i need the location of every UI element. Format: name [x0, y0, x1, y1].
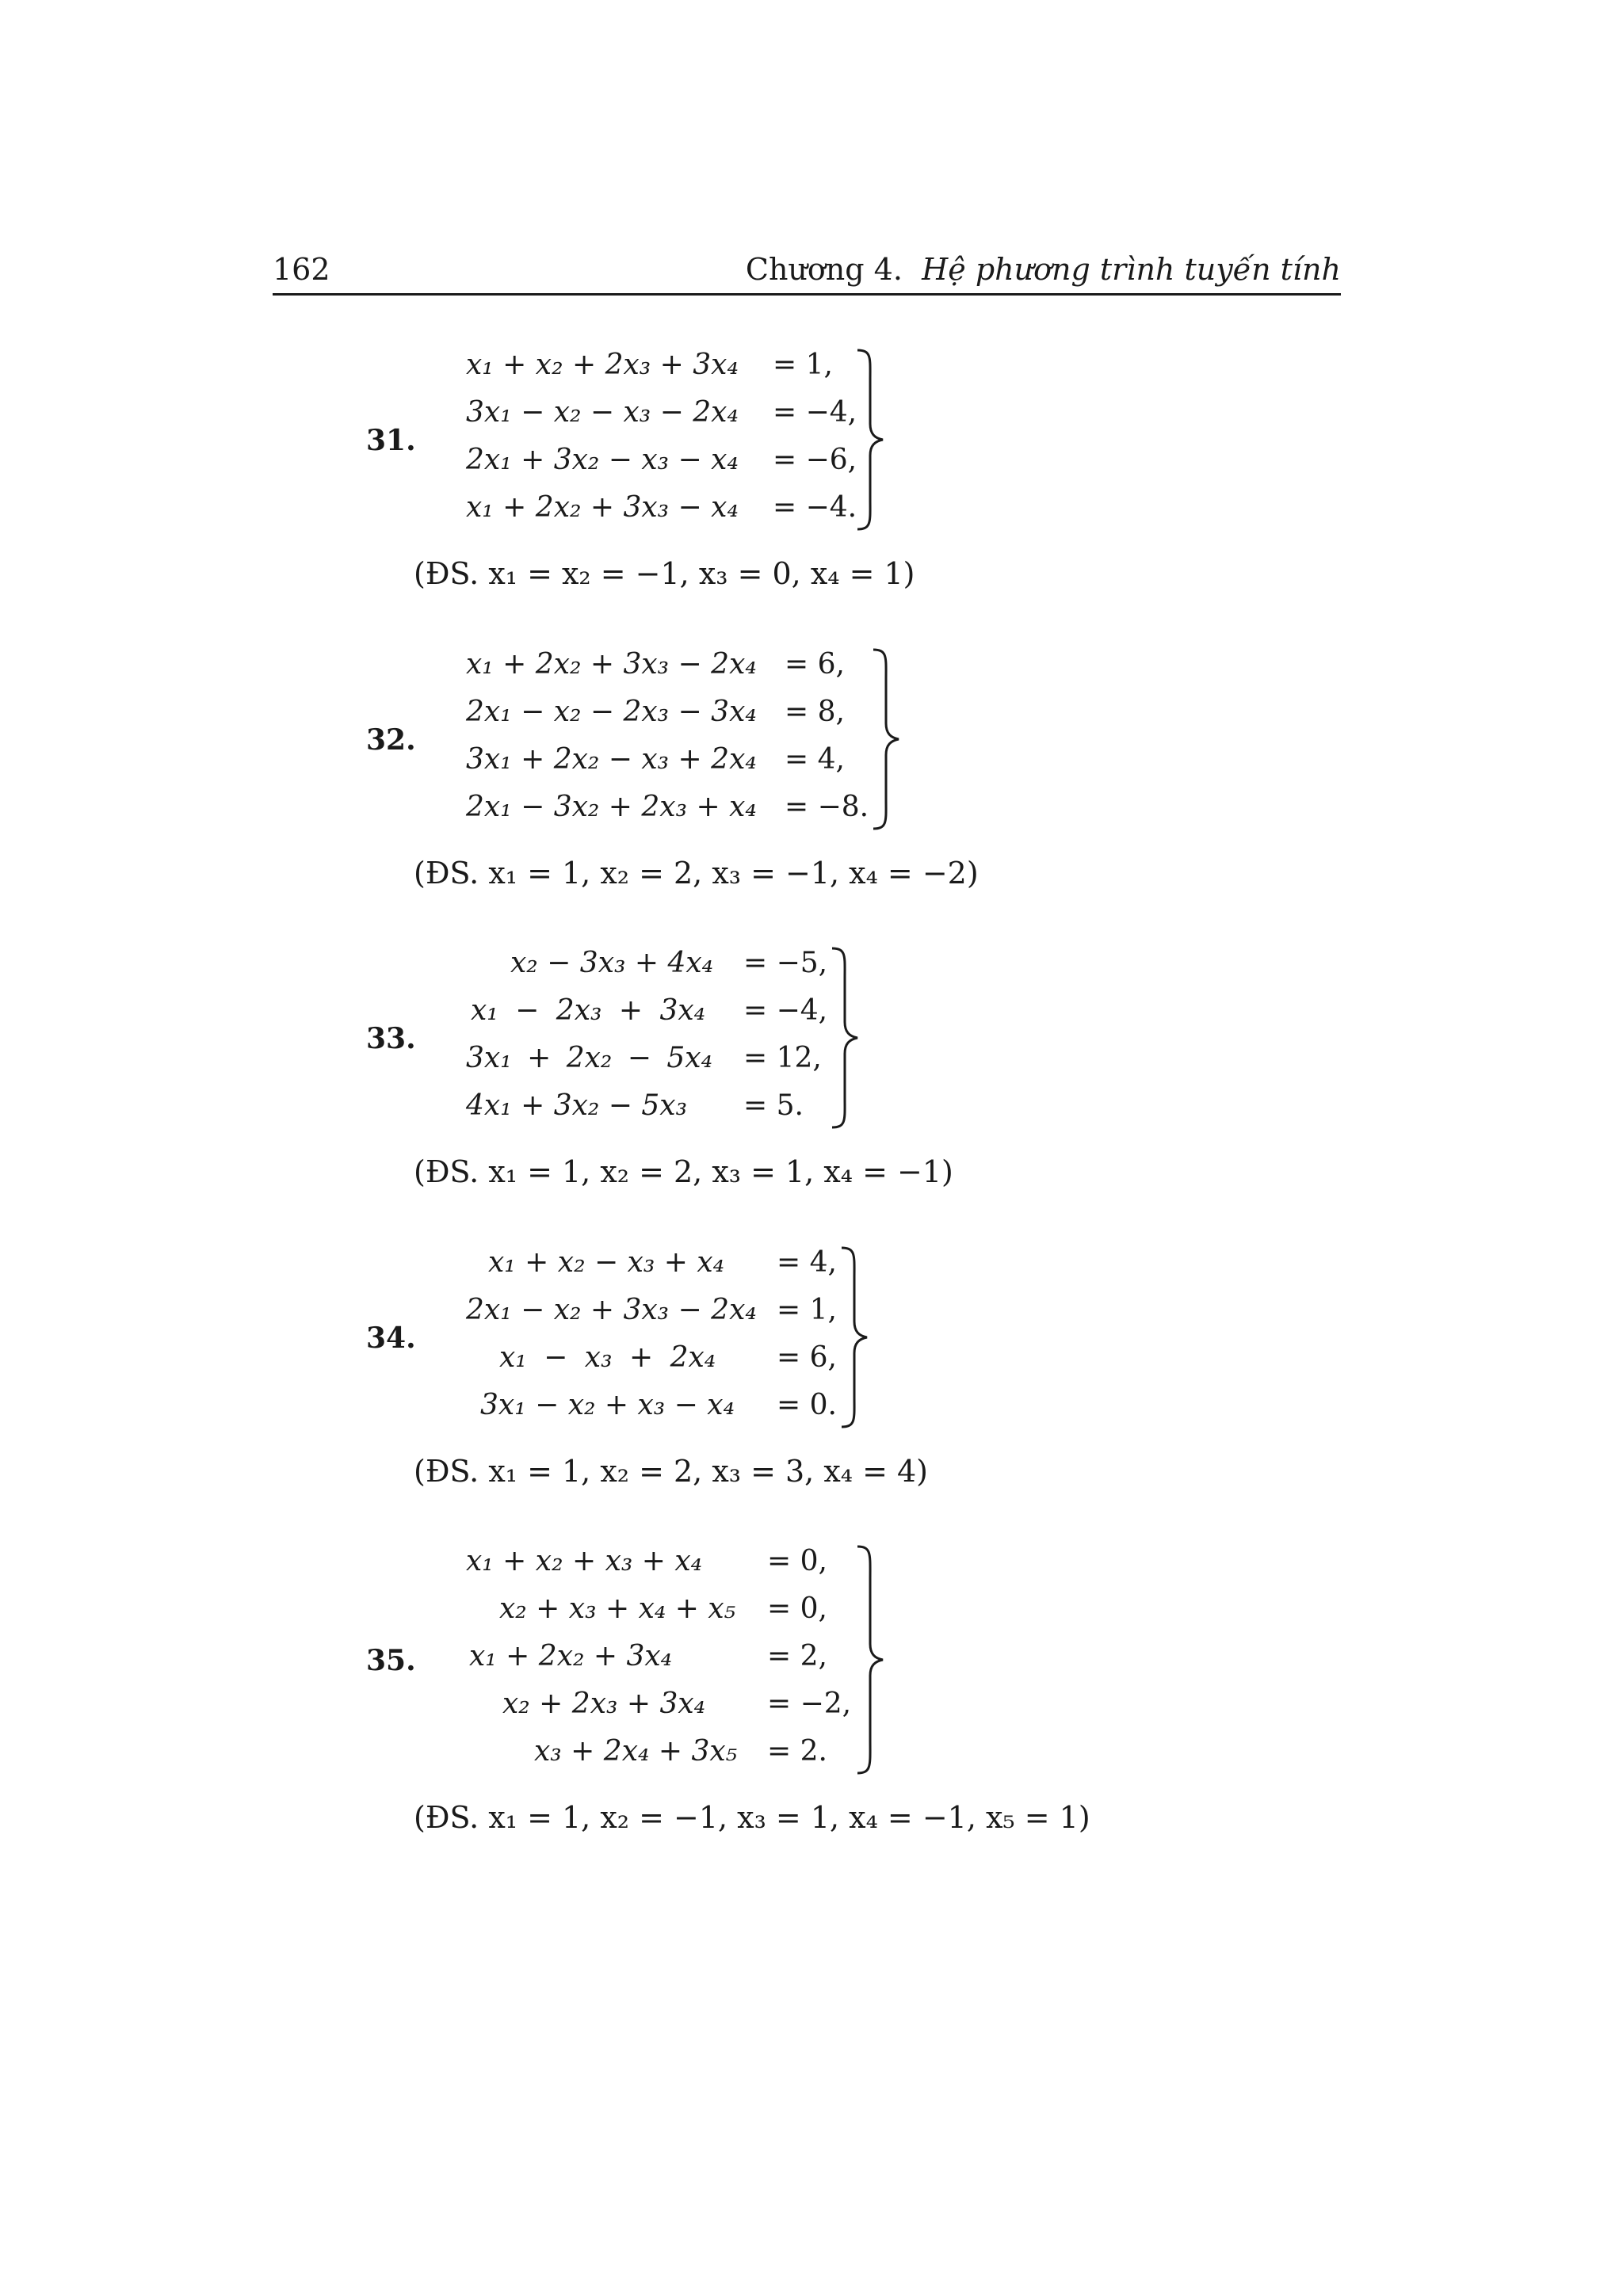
equation-lhs: 2x₁ − x₂ + 3x₃ − 2x₄ [466, 1294, 757, 1326]
equation-lhs: 3x₁ + 2x₂ − x₃ + 2x₄ [466, 743, 757, 776]
equation-lhs: x₁ + x₂ − x₃ + x₄ [488, 1246, 725, 1279]
right-brace-icon [838, 1246, 870, 1428]
equation-lhs: x₁ − x₃ + 2x₄ [499, 1341, 716, 1374]
equation-lhs: x₁ + x₂ + 2x₃ + 3x₄ [466, 349, 739, 381]
equation-rhs: = 2, [767, 1640, 827, 1672]
page-number: 162 [273, 252, 330, 287]
equation-rhs: = −5, [743, 947, 828, 979]
equation-lhs: x₁ + 2x₂ + 3x₄ [469, 1640, 673, 1672]
problem-number: 31. [366, 424, 416, 457]
equation-rhs: = 6, [785, 648, 845, 681]
chapter-prefix: Chương 4. [745, 252, 903, 287]
equation-lhs: x₁ + 2x₂ + 3x₃ − x₄ [466, 491, 739, 524]
equation-rhs: = 4, [777, 1246, 837, 1279]
equation-rhs: = 1, [777, 1294, 837, 1326]
equation-rhs: = −4, [743, 994, 828, 1027]
page-header [273, 247, 1341, 296]
equation-rhs: = −8. [785, 791, 869, 823]
equation-rhs: = 5. [743, 1089, 804, 1122]
right-brace-icon [854, 1545, 886, 1775]
answer-text: (ĐS. x₁ = 1, x₂ = −1, x₃ = 1, x₄ = −1, x₅ = 1) [414, 1800, 1090, 1835]
answer-text: (ĐS. x₁ = 1, x₂ = 2, x₃ = −1, x₄ = −2) [414, 856, 979, 891]
answer-text: (ĐS. x₁ = x₂ = −1, x₃ = 0, x₄ = 1) [414, 556, 915, 591]
problem-number: 34. [366, 1322, 416, 1355]
equation-rhs: = 0, [767, 1545, 827, 1577]
chapter-name: Hệ phương trình tuyến tính [922, 252, 1341, 287]
equation-rhs: = −2, [767, 1688, 852, 1720]
equation-lhs: 2x₁ + 3x₂ − x₃ − x₄ [466, 444, 739, 476]
equation-lhs: x₁ − 2x₃ + 3x₄ [471, 994, 706, 1027]
equation-rhs: = −4, [773, 396, 857, 429]
equation-rhs: = −4. [773, 491, 857, 524]
equation-lhs: 3x₁ − x₂ − x₃ − 2x₄ [466, 396, 739, 429]
answer-text: (ĐS. x₁ = 1, x₂ = 2, x₃ = 1, x₄ = −1) [414, 1154, 953, 1189]
answer-text: (ĐS. x₁ = 1, x₂ = 2, x₃ = 3, x₄ = 4) [414, 1454, 928, 1489]
equation-rhs: = −6, [773, 444, 857, 476]
problem-number: 33. [366, 1022, 416, 1055]
equation-lhs: 3x₁ − x₂ + x₃ − x₄ [480, 1389, 735, 1421]
equation-rhs: = 12, [743, 1042, 822, 1074]
equation-lhs: x₂ − 3x₃ + 4x₄ [510, 947, 714, 979]
equation-lhs: 3x₁ + 2x₂ − 5x₄ [466, 1042, 713, 1074]
equation-lhs: x₂ + 2x₃ + 3x₄ [502, 1688, 706, 1720]
equation-lhs: x₃ + 2x₄ + 3x₅ [534, 1735, 738, 1768]
problem-number: 32. [366, 723, 416, 757]
right-brace-icon [854, 349, 886, 531]
equation-rhs: = 0, [767, 1592, 827, 1625]
chapter-title [746, 252, 1341, 287]
right-brace-icon [829, 947, 861, 1129]
equation-lhs: x₁ + x₂ + x₃ + x₄ [466, 1545, 703, 1577]
equation-rhs: = 0. [777, 1389, 837, 1421]
equation-lhs: 2x₁ − 3x₂ + 2x₃ + x₄ [466, 791, 757, 823]
equation-rhs: = 2. [767, 1735, 827, 1768]
equation-rhs: = 1, [773, 349, 833, 381]
equation-rhs: = 6, [777, 1341, 837, 1374]
problem-number: 35. [366, 1644, 416, 1677]
right-brace-icon [870, 648, 902, 830]
equation-rhs: = 8, [785, 696, 845, 728]
equation-lhs: 2x₁ − x₂ − 2x₃ − 3x₄ [466, 696, 757, 728]
equation-lhs: 4x₁ + 3x₂ − 5x₃ [466, 1089, 688, 1122]
equation-rhs: = 4, [785, 743, 845, 776]
equation-lhs: x₁ + 2x₂ + 3x₃ − 2x₄ [466, 648, 757, 681]
equation-lhs: x₂ + x₃ + x₄ + x₅ [499, 1592, 736, 1625]
